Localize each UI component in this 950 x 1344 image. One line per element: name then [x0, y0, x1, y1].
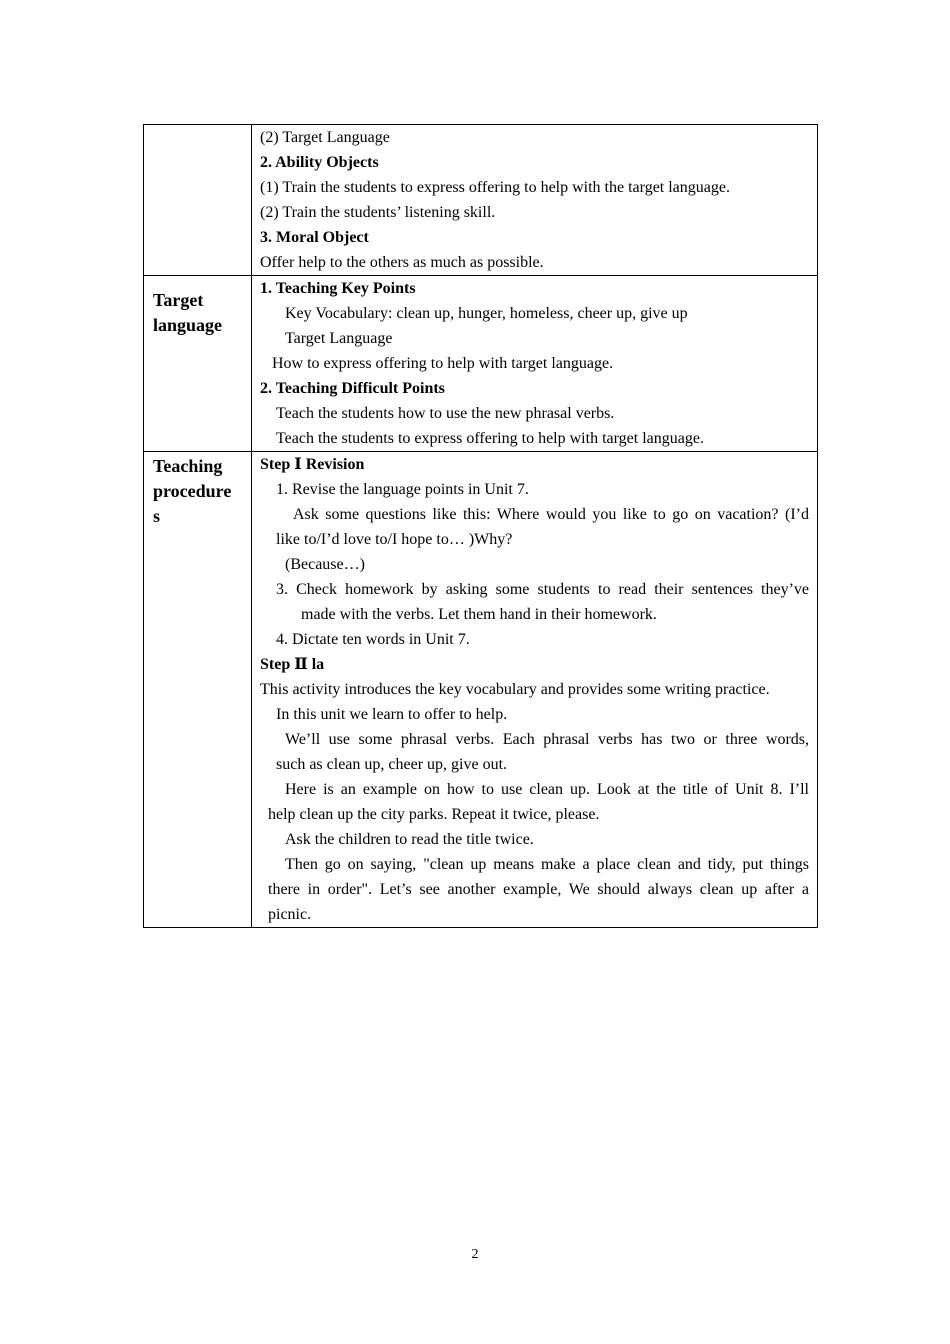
content-line: Offer help to the others as much as possible.	[260, 254, 544, 271]
row-label-line: s	[153, 506, 161, 526]
content-line: Ask the children to read the title twice.	[285, 831, 534, 848]
content-line: such as clean up, cheer up, give out.	[276, 756, 508, 773]
content-line: picnic.	[268, 906, 312, 923]
content-line: (Because…)	[285, 556, 365, 573]
content-line: Target Language	[285, 330, 393, 347]
row-label-cell	[144, 276, 252, 452]
content-line: (2) Target Language	[260, 129, 390, 146]
content-line: 4. Dictate ten words in Unit 7.	[276, 631, 470, 648]
lesson-plan-table	[143, 124, 818, 928]
section-heading: Step Ⅱ la	[260, 656, 325, 673]
content-line: (2) Train the students’ listening skill.	[260, 204, 496, 221]
row-label-cell	[144, 125, 252, 276]
row-label-line: language	[153, 315, 223, 335]
content-line: 1. Revise the language points in Unit 7.	[276, 481, 529, 498]
table-row-objectives	[144, 125, 818, 276]
content-line: Key Vocabulary: clean up, hunger, homeless, cheer up, give up	[285, 305, 688, 322]
content-line: like to/I’d love to/I hope to… )Why?	[276, 531, 513, 548]
content-line: (1) Train the students to express offering to help with the target language.	[260, 179, 730, 196]
section-heading: Step Ⅰ Revision	[260, 456, 365, 473]
row-label	[144, 276, 251, 338]
section-heading: 1. Teaching Key Points	[260, 280, 416, 297]
table-row-target-language	[144, 276, 818, 452]
content-line: there in order". Let’s see another example, We should always clean up after a	[268, 881, 809, 898]
page-number: 2	[471, 1247, 479, 1262]
content-line: We’ll use some phrasal verbs. Each phrasal verbs has two or three words,	[285, 731, 809, 748]
row-label-line: Target	[153, 290, 204, 310]
content-line: This activity introduces the key vocabulary and provides some writing practice.	[260, 681, 770, 698]
row-label	[144, 452, 251, 529]
row-content-cell	[252, 125, 818, 276]
content-line: help clean up the city parks. Repeat it twice, please.	[268, 806, 600, 823]
content-line: Teach the students to express offering to help with target language.	[276, 430, 704, 447]
row-label-line: procedure	[153, 481, 232, 501]
content-line: Ask some questions like this: Where would you like to go on vacation? (I’d	[293, 506, 809, 523]
row-label-line: Teaching	[153, 456, 223, 476]
content-line: How to express offering to help with target language.	[272, 355, 614, 372]
content-line: Then go on saying, "clean up means make a place clean and tidy, put things	[285, 856, 809, 873]
content-line: In this unit we learn to offer to help.	[276, 706, 508, 723]
row-content-cell	[252, 276, 818, 452]
row-label-cell	[144, 452, 252, 928]
section-heading: 3. Moral Object	[260, 229, 369, 246]
content-line: Teach the students how to use the new phrasal verbs.	[276, 405, 615, 422]
section-heading: 2. Ability Objects	[260, 154, 379, 171]
content-line: 3. Check homework by asking some students to read their sentences they’ve	[276, 581, 809, 598]
content-line: made with the verbs. Let them hand in their homework.	[301, 606, 657, 623]
content-line: Here is an example on how to use clean up. Look at the title of Unit 8. I’ll	[285, 781, 809, 798]
section-heading: 2. Teaching Difficult Points	[260, 380, 445, 397]
table-row-teaching-procedures	[144, 452, 818, 928]
row-content-cell	[252, 452, 818, 928]
